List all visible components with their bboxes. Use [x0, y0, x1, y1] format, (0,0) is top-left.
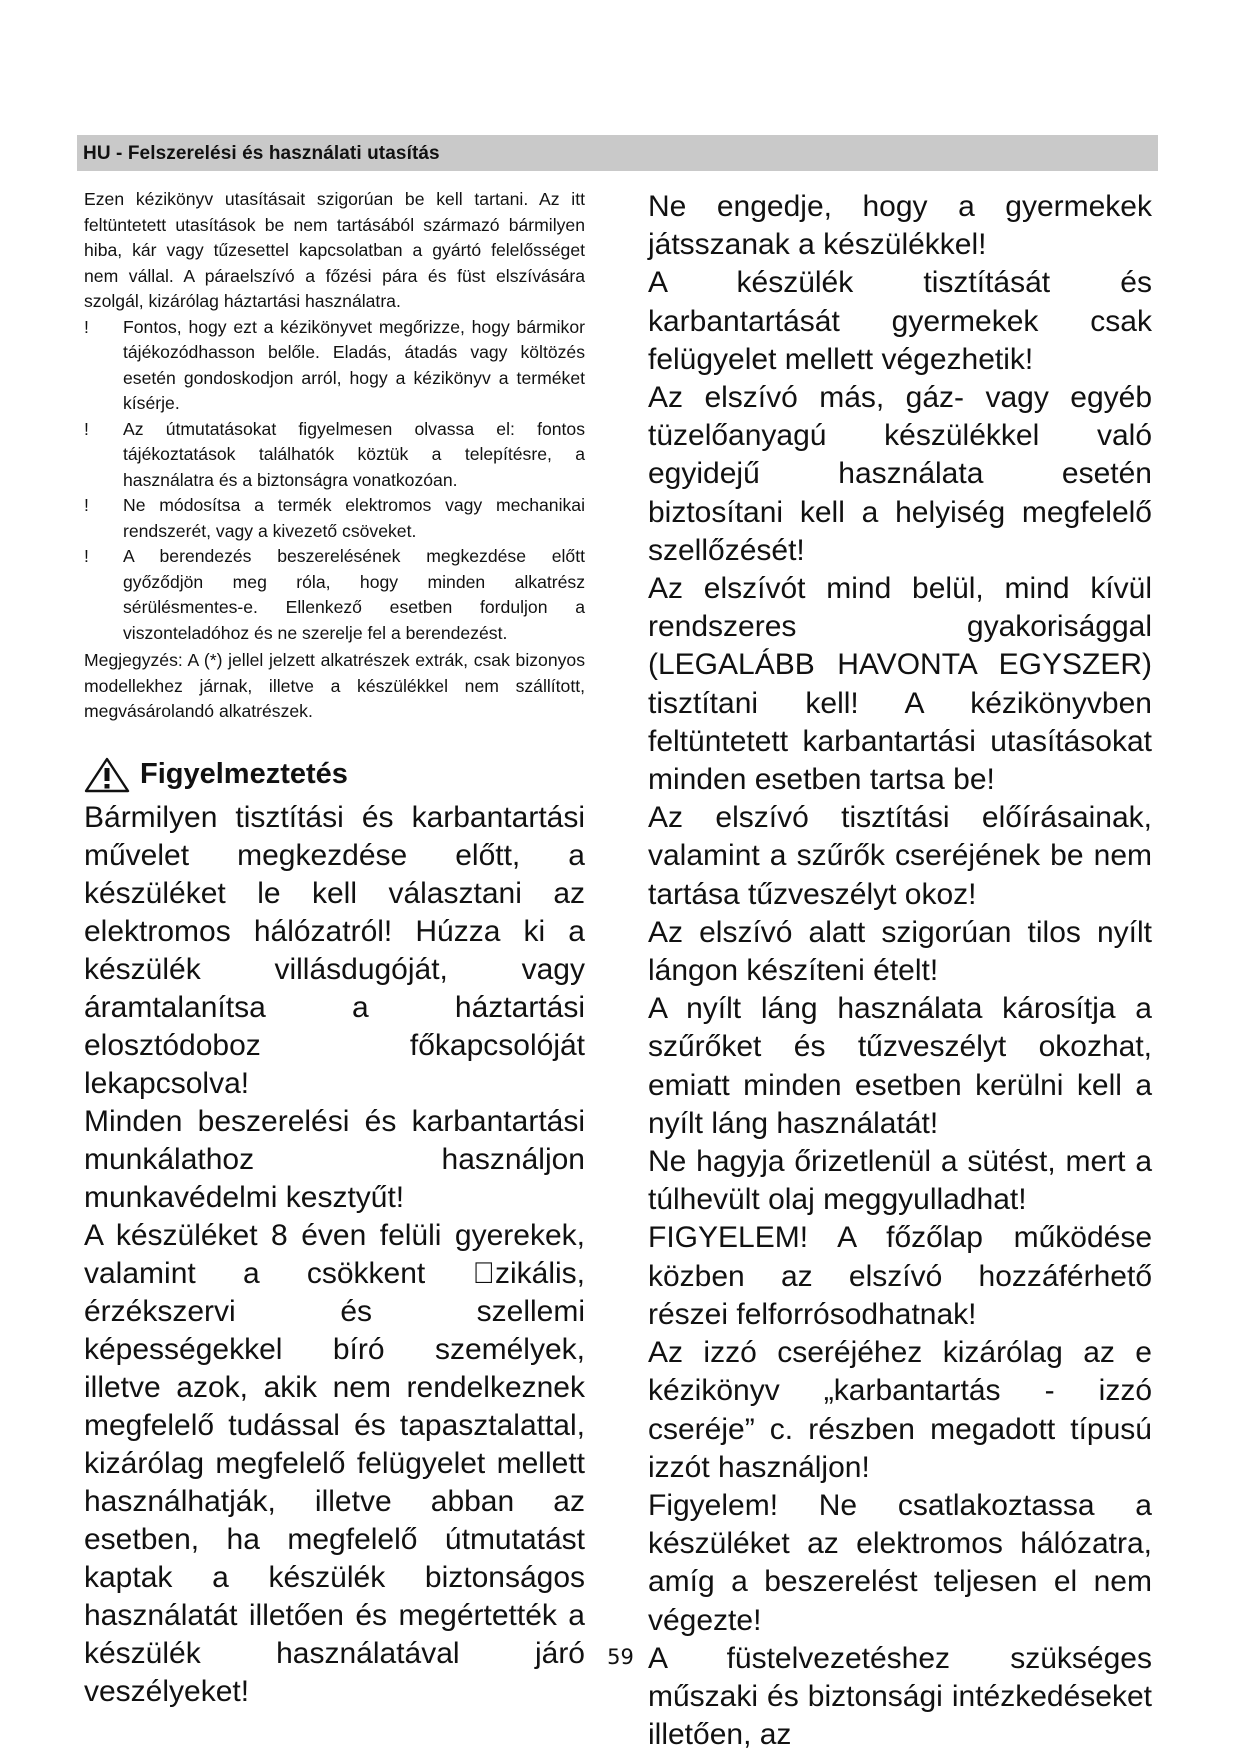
exclamation-mark: ! — [84, 316, 89, 337]
notice-text: Az útmutatásokat figyelmesen olvassa el: fontos tájékoztatások találhatók köztük a telepítésre, a használatra és a biztonságra vonatkozóan. — [123, 418, 585, 490]
warning-paragraph: Ne engedje, hogy a gyermekek játsszanak a készülékkel! — [648, 190, 1152, 262]
warning-paragraph: A készülék tisztítását és karbantartását gyermekek csak felügyelet mellett végezhetik! — [648, 266, 1152, 376]
notice-list — [84, 315, 585, 647]
exclamation-mark: ! — [84, 495, 89, 515]
notice-item — [84, 315, 585, 417]
warning-paragraph: Figyelem! Ne csatlakoztassa a készüléket az elektromos hálózatra, amíg a beszerelést teljesen el nem végezte! — [648, 1488, 1152, 1637]
warning-paragraph: Az elszívót mind belül, mind kívül rendszeres gyakorisággal (LEGALÁBB HAVONTA EGYSZER) tisztítani kell! A kézikönyvben feltüntetett karbantartási utasításokat minden esetben tartsa be! — [648, 572, 1152, 797]
warning-paragraph: A nyílt láng használata károsítja a szűrőket és tűzveszélyt okozhat, emiatt minden esetben kerülni kell a nyílt láng használatát! — [648, 992, 1152, 1140]
intro-paragraph: Ezen kézikönyv utasításait szigorúan be kell tartani. Az itt feltüntetett utasítások be nem tartásából származó bármilyen hiba, kár vagy tűzesettel kapcsolatban a gyártó felelősséget nem vállal. A páraelszívó a főzési pára és füst elszívására szolgál, kizárólag háztartási használatra. — [84, 189, 585, 311]
notice-item — [84, 417, 585, 494]
warning-heading — [84, 757, 585, 793]
warning-paragraph: Minden beszerelési és karbantartási munkálathoz használjon munkavédelmi kesztyűt! — [84, 1104, 585, 1214]
warning-paragraph: A készüléket 8 éven felüli gyerekek, valamint a csökkent ￿zikális, érzékszervi és szellemi képességekkel bíró személyek, illetve azok, akik nem rendelkeznek megfelelő tudással és tapasztalattal, kizárólag megfelelő felügyelet mellett használhatják, illetve abban az esetben, ha megfelelő útmutatást kaptak a készülék biztonságos használatát illetően és megértették a készülék használatával járó veszélyeket! — [84, 1218, 585, 1708]
note-paragraph: Megjegyzés: A (*) jellel jelzett alkatrészek extrák, csak bizonyos modellekhez járnak, illetve a készülékkel nem szállított, megvásárolandó alkatrészek. — [84, 650, 585, 721]
warning-paragraph: Az elszívó tisztítási előírásainak, valamint a szűrők cseréjének be nem tartása tűzveszélyt okoz! — [648, 801, 1152, 911]
warning-paragraph: Bármilyen tisztítási és karbantartási művelet megkezdése előtt, a készüléket le kell választani az elektromos hálózatról! Húzza ki a készülék villásdugóját, vagy áramtalanítsa a háztartási elosztódoboz főkapcsolóját lekapcsolva! — [84, 800, 585, 1100]
exclamation-mark: ! — [84, 546, 89, 566]
right-column — [648, 188, 1152, 1754]
warning-paragraph: Az izzó cseréjéhez kizárólag az e kézikönyv „karbantartás - izzó cseréje” c. részben megadott típusú izzót használjon! — [648, 1336, 1152, 1484]
exclamation-mark: ! — [84, 418, 89, 439]
notice-text: A berendezés beszerelésének megkezdése előtt győződjön meg róla, hogy minden alkatrész sérülésmentes-e. Ellenkező esetben forduljon a viszonteladóhoz és ne szerelje fel a berendezést. — [123, 546, 585, 643]
left-column — [84, 187, 585, 1711]
warning-paragraph: A füstelvezetéshez szükséges műszaki és biztonsági intézkedéseket illetően, az — [648, 1641, 1152, 1752]
notice-item — [84, 544, 585, 646]
notice-text: Fontos, hogy ezt a kézikönyvet megőrizze, hogy bármikor tájékozódhasson belőle. Eladás, átadás vagy költözés esetén gondoskodjon arról, hogy a kézikönyv a terméket kísérje. — [123, 316, 585, 413]
warning-triangle-icon — [84, 757, 130, 793]
warning-paragraph: Ne hagyja őrizetlenül a sütést, mert a túlhevült olaj meggyulladhat! — [648, 1145, 1152, 1217]
warning-paragraph: Az elszívó alatt szigorúan tilos nyílt lángon készíteni ételt! — [648, 915, 1152, 988]
page-number: 59 — [607, 1645, 634, 1669]
section-header-bar — [77, 135, 1158, 171]
section-title: HU - Felszerelési és használati utasítás — [83, 143, 440, 164]
warning-paragraph: Az elszívó más, gáz- vagy egyéb tüzelőanyagú készülékkel való egyidejű használata esetén biztosítani kell a helyiség megfelelő szellőzését! — [648, 381, 1152, 567]
notice-text: Ne módosítsa a termék elektromos vagy mechanikai rendszerét, vagy a kivezető csöveket. — [123, 495, 585, 541]
warning-title: Figyelmeztetés — [140, 758, 348, 790]
warning-paragraph: FIGYELEM! A főzőlap működése közben az elszívó hozzáférhető részei felforrósodhatnak! — [648, 1221, 1152, 1331]
notice-item — [84, 493, 585, 544]
